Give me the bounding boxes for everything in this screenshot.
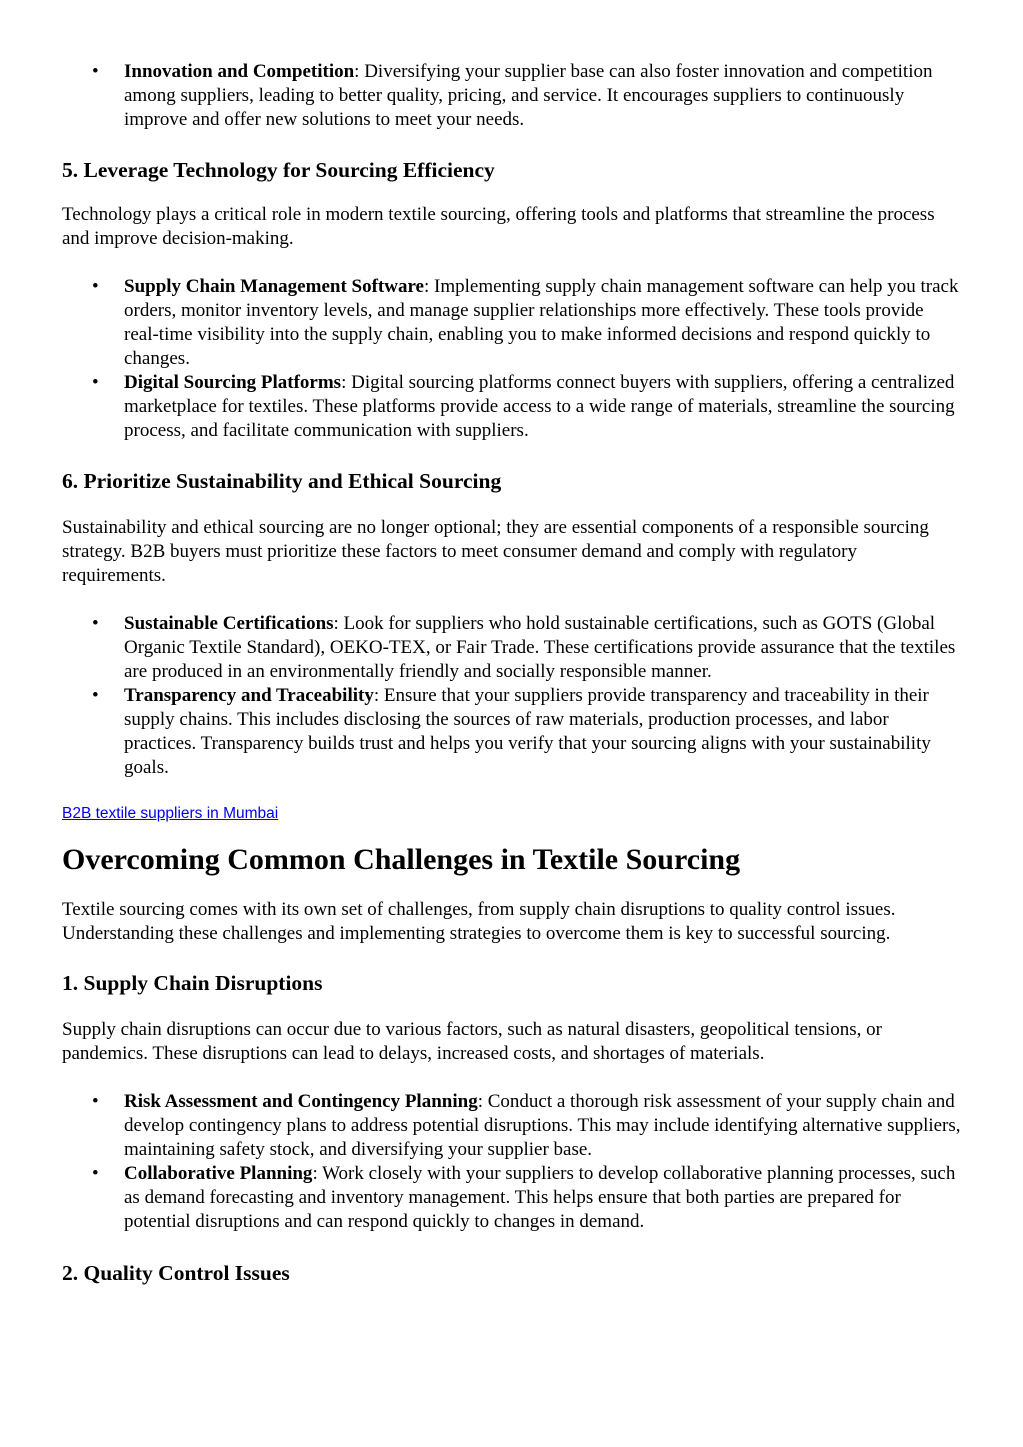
list-item bbox=[124, 371, 962, 443]
section-heading-5: 5. Leverage Technology for Sourcing Efficiency bbox=[62, 158, 495, 182]
list-item-term: Collaborative Planning bbox=[124, 1163, 313, 1184]
list-item-term: Supply Chain Management Software bbox=[124, 276, 424, 297]
list-item-text: : Work closely with your suppliers to develop collaborative planning processes, such as demand forecasting and inventory management. This helps ensure that both parties are prepared for potential disruptions and can respond quickly to changes in demand. bbox=[124, 1163, 956, 1232]
bullet-list-technology bbox=[62, 275, 962, 443]
section-6-intro: Sustainability and ethical sourcing are no longer optional; they are essential components of a responsible sourcing strategy. B2B buyers must prioritize these factors to meet consumer demand and comply with regulatory requirements. bbox=[62, 517, 929, 586]
list-item-term: Transparency and Traceability bbox=[124, 685, 374, 706]
bullet-list-sustainability bbox=[62, 612, 962, 780]
list-item-text: : Diversifying your supplier base can also foster innovation and competition among suppliers, leading to better quality, pricing, and service. It encourages suppliers to continuously improve and offer new solutions to meet your needs. bbox=[124, 61, 933, 130]
list-item bbox=[124, 60, 962, 132]
list-item bbox=[124, 612, 962, 684]
challenge-1-intro: Supply chain disruptions can occur due to various factors, such as natural disasters, geopolitical tensions, or pandemics. These disruptions can lead to delays, increased costs, and shortages of materials. bbox=[62, 1019, 882, 1064]
list-item-text: : Conduct a thorough risk assessment of your supply chain and develop contingency plans to address potential disruptions. This may include identifying alternative suppliers, maintaining safety stock, and diversifying your supplier base. bbox=[124, 1091, 961, 1160]
challenge-heading-2: 2. Quality Control Issues bbox=[62, 1261, 290, 1285]
list-item-term: Sustainable Certifications bbox=[124, 613, 334, 634]
list-item-text: : Digital sourcing platforms connect buyers with suppliers, offering a centralized marketplace for textiles. These platforms provide access to a wide range of materials, streamline the sourcing process, and facilitate communication with suppliers. bbox=[124, 372, 955, 441]
list-item-term: Innovation and Competition bbox=[124, 61, 355, 82]
list-item-text: : Ensure that your suppliers provide transparency and traceability in their supply chains. This includes disclosing the sources of raw materials, production processes, and labor practices. Transparency builds trust and helps you verify that your sourcing aligns with your sustainability goals. bbox=[124, 685, 931, 778]
list-item-term: Risk Assessment and Contingency Planning bbox=[124, 1091, 478, 1112]
challenge-heading-1: 1. Supply Chain Disruptions bbox=[62, 971, 323, 995]
list-item-term: Digital Sourcing Platforms bbox=[124, 372, 342, 393]
list-item-text: : Look for suppliers who hold sustainable certifications, such as GOTS (Global Organic Textile Standard), OEKO-TEX, or Fair Trade. These certifications provide assurance that the textiles are produced in an environmentally friendly and socially responsible manner. bbox=[124, 613, 956, 682]
list-item bbox=[124, 1162, 962, 1234]
challenges-intro: Textile sourcing comes with its own set of challenges, from supply chain disruptions to quality control issues. Understanding these challenges and implementing strategies to overcome them is key to successful sourcing. bbox=[62, 899, 896, 944]
list-item-text: : Implementing supply chain management software can help you track orders, monitor inventory levels, and manage supplier relationships more effectively. These tools provide real-time visibility into the supply chain, enabling you to make informed decisions and respond quickly to changes. bbox=[124, 276, 959, 369]
page-section-title: Overcoming Common Challenges in Textile Sourcing bbox=[62, 843, 741, 876]
list-item bbox=[124, 684, 962, 780]
bullet-list-disruptions bbox=[62, 1090, 962, 1234]
list-item bbox=[124, 275, 962, 371]
document-page bbox=[62, 60, 962, 1286]
b2b-suppliers-link[interactable]: B2B textile suppliers in Mumbai bbox=[62, 805, 279, 822]
section-heading-6: 6. Prioritize Sustainability and Ethical Sourcing bbox=[62, 469, 502, 493]
bullet-list-innovation bbox=[62, 60, 962, 132]
list-item bbox=[124, 1090, 962, 1162]
section-5-intro: Technology plays a critical role in modern textile sourcing, offering tools and platforms that streamline the process and improve decision-making. bbox=[62, 204, 935, 249]
